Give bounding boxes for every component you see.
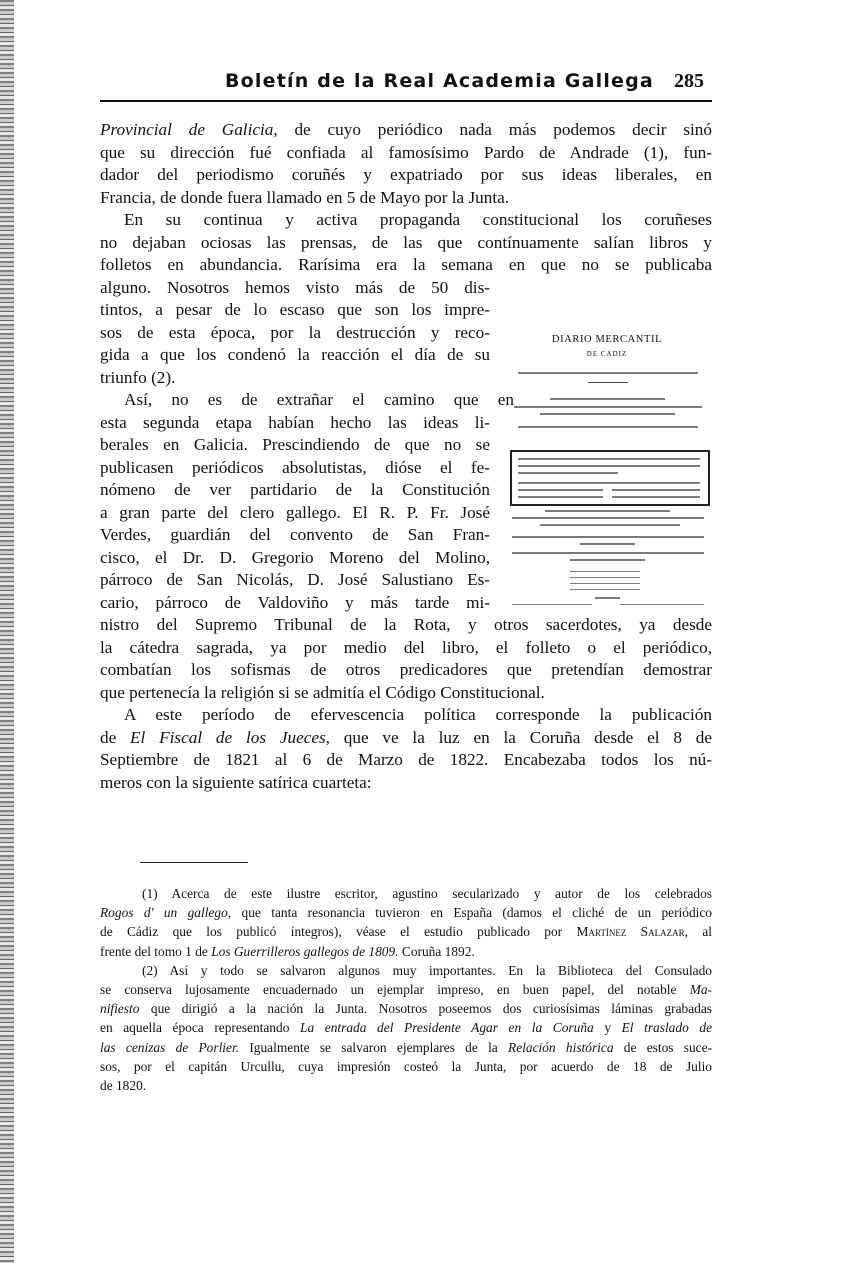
text-run: tintos, a pesar de lo escaso que son los impre- [100,300,490,319]
text-line [100,524,490,547]
text-run: la cátedra sagrada, ya por medio del libro, el folleto o el periódico, [100,637,712,657]
footnote-line [100,999,712,1018]
text-run: (2) Así y todo se salvaron algunos muy importantes. En la Biblioteca del Consulado [142,962,712,978]
text-run: Verdes, guardián del convento de San Fran- [100,525,490,544]
text-run: Igualmente se salvaron ejemplares de la [239,1039,509,1055]
text-line [100,389,514,412]
text-run: combatían los sofismas de otros predicadores que pretendían demostrar [100,660,712,679]
clipping-verse [570,577,640,578]
text-run: y [593,1020,622,1036]
text-run: triunfo (2). [100,367,176,387]
footnote-line [100,980,712,999]
text-line [100,277,490,300]
text-line [100,209,712,232]
clipping-subtitle: DE CADIZ [586,350,628,358]
text-run: que dirigió a la nación la Junta. Nosotros poseemos dos curiosísimas láminas grabadas [139,1001,712,1017]
text-line [100,569,490,592]
clipping-text [540,413,675,415]
text-run: que pertenecía la religión si se admitía el Código Constitucional. [100,682,545,702]
clipping-boxed-text [510,450,710,506]
italic-text: nifiesto [100,1001,140,1017]
text-line [100,164,712,187]
clipping-text [545,510,670,512]
text-line [100,367,490,390]
text-run: berales en Galicia. Prescindiendo de que no se [100,435,490,454]
text-run: frente del tomo 1 de [100,943,212,959]
footnote-line [100,942,712,961]
footnote-line [100,922,712,941]
text-run: sos de esta época, por la destrucción y reco- [100,322,490,342]
text-run: Coruña 1892. [398,943,475,959]
italic-text: Los Guerrilleros gallegos de 1809. [211,943,399,959]
text-run: A este período de efervescencia política corresponde la publicación [124,705,712,724]
footnote-line [100,1076,712,1095]
clipping-dateline [518,372,698,374]
text-run: Así, no es de extrañar el camino que en [124,390,514,409]
text-run: a gran parte del clero gallego. El R. P. Fr. José [100,502,490,522]
text-run: dador del periodismo coruñés y expatriado por sus ideas liberales, en [100,165,712,184]
text-line [100,299,490,322]
clipping-text [620,604,704,605]
text-line [100,749,712,772]
footnotes [100,884,712,1095]
text-run: no dejaban ociosas las prensas, de las que contínuamente salían libros y [100,232,712,252]
running-title: Boletín de la Real Academia Gallega [225,70,654,92]
clipping-verse [570,589,640,590]
text-line [100,592,490,615]
clipping-heading [595,597,620,599]
text-line [100,232,712,255]
clipping-text [550,398,665,400]
text-run: párroco de San Nicolás, D. José Salustiano Es- [100,570,490,589]
text-run: (1) Acerca de este ilustre escritor, agustino secularizado y autor de los celebrados [142,886,712,901]
page-number: 285 [674,70,704,92]
text-run: de 1820. [100,1077,147,1093]
text-run: cario, párroco de Valdoviño y más tarde mi- [100,592,490,612]
text-run: se conserva lujosamente encuadernado un ejemplar impreso, en buen papel, del notable [100,981,690,997]
text-line [100,502,490,525]
text-run: nistro del Supremo Tribunal de la Rota, y otros sacerdotes, ya desde [100,615,712,634]
italic-text: Relación histórica [508,1039,614,1055]
italic-text: las cenizas de Porlier. [100,1039,240,1055]
text-run: gida a que los condenó la reacción el día de su [100,345,490,364]
text-line [100,479,490,502]
clipping-text [512,536,704,538]
clipping-text [512,604,592,605]
text-line [100,637,712,660]
italic-text: El traslado de [621,1020,713,1036]
text-run: que su dirección fué confiada al famosísimo Pardo de Andrade (1), fun- [100,142,712,162]
text-run: meros con la siguiente satírica cuarteta: [100,772,372,792]
text-line [100,434,490,457]
text-run: que ve la luz en la Coruña desde el 8 de [329,727,712,747]
text-run: de estos suce- [613,1039,713,1055]
text-line [100,142,712,165]
text-run: , al [684,924,712,940]
text-line [100,682,712,705]
text-run: en aquella época representando [100,1020,301,1036]
clipping-text [514,406,702,408]
clipping-title: DIARIO MERCANTIL [551,334,663,345]
newspaper-clipping-image [500,320,714,610]
scan-binding-edge [0,0,14,1263]
text-line [100,704,712,727]
clipping-text [570,559,645,561]
text-line [100,659,712,682]
text-run: esta segunda etapa habían hecho las ideas li- [100,412,490,432]
text-line [100,614,712,637]
text-run: alguno. Nosotros hemos visto más de 50 dis- [100,277,490,297]
footnote-line [100,1038,712,1057]
text-run: cisco, el Dr. D. Gregorio Moreno del Molino, [100,547,490,567]
text-run: Francia, de donde fuera llamado en 5 de Mayo por la Junta. [100,187,510,207]
text-run: Septiembre de 1821 al 6 de Marzo de 1822. Encabezaba todos los nú- [100,750,712,769]
footnote-line [100,903,712,922]
clipping-text [518,426,698,428]
text-line [100,727,712,750]
clipping-text [580,543,635,545]
text-run: En su continua y activa propaganda constitucional los coruñeses [124,210,712,229]
text-line [100,322,490,345]
text-line [100,412,490,435]
text-line [100,187,712,210]
text-run: publicasen periódicos absolutistas, dióse el fe- [100,457,490,477]
italic-text: El Fiscal de los Jueces, [130,727,330,747]
footnote-line [100,884,712,903]
text-run: de [100,727,131,747]
footnote-line [100,961,712,980]
italic-text: Rogos d' un gallego, [100,905,232,921]
italic-text: La entrada del Presidente Agar en la Coruña [300,1020,594,1036]
clipping-text [512,552,704,554]
text-line [100,344,490,367]
clipping-rule [588,382,628,383]
text-run: de cuyo periódico nada más podemos decir sinó [277,120,712,139]
text-line [100,254,712,277]
text-line [100,457,490,480]
text-run: nómeno de ver partidario de la Constitución [100,480,490,499]
clipping-verse [570,571,640,572]
text-line [100,119,712,142]
text-run: de Cádiz que los publicó íntegros), véase el estudio publicado por [100,924,577,940]
footnote-separator [140,862,248,863]
running-header [100,66,712,102]
text-run: que tanta resonancia tuvieron en España (damos el cliché de un periódico [231,905,713,921]
clipping-text [540,524,680,526]
italic-text: Ma- [689,981,712,997]
italic-text: Provincial de Galicia, [100,120,278,139]
footnote-line [100,1057,712,1076]
clipping-text [512,517,704,519]
text-run: folletos en abundancia. Rarísima era la semana en que no se publicaba [100,255,712,274]
clipping-verse [570,583,640,584]
text-run: sos, por el capitán Urcullu, cuya impresión costeó la Junta, por acuerdo de 18 de Julio [100,1058,712,1074]
text-line [100,547,490,570]
text-line [100,772,712,795]
small-caps-name: Martínez Salazar [576,924,685,940]
footnote-line [100,1018,712,1037]
